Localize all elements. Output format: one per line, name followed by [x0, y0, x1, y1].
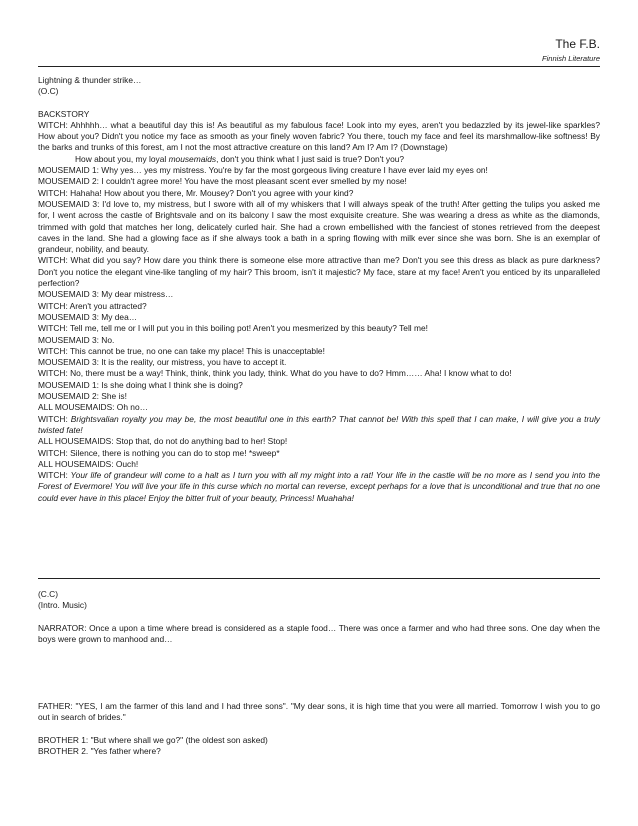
section-rule [38, 578, 600, 579]
dialogue-line: MOUSEMAID 2: She is! [38, 391, 127, 402]
dialogue-line: MOUSEMAID 3: My dea… [38, 311, 138, 322]
stage-direction: Lightning & thunder strike… [38, 75, 142, 85]
dialogue-line: How about you, my loyal mousemaids, don't you think what I just said is true? Don't you? [75, 153, 405, 164]
header-subtitle: Finnish Literature [542, 54, 600, 63]
dialogue-line: WITCH: Hahaha! How about you there, Mr. Mousey? Don't you agree with your kind? [38, 187, 354, 198]
dialogue-line: WITCH: Tell me, tell me or I will put you in this boiling pot! Aren't you mesmerized by this beauty? Tell me! [38, 323, 428, 334]
header-rule [38, 66, 600, 67]
dialogue-line: MOUSEMAID 3: It is the reality, our mistress, you have to accept it. [38, 357, 287, 368]
dialogue-line: NARRATOR: Once a upon a time where bread is considered as a staple food… There was once a farmer and who had three sons. One day when the boys were grown to manhood and… [38, 622, 600, 644]
dialogue-line: FATHER: "YES, I am the farmer of this land and I had three sons". "My dear sons, it is high time that you were all married. Tomorrow I wish you to go out in search of brides." [38, 701, 600, 723]
header-title: The F.B. [555, 37, 600, 51]
dialogue-line: ALL HOUSEMAIDS: Stop that, do not do anything bad to her! Stop! [38, 436, 288, 447]
dialogue-line: WITCH: Silence, there is nothing you can do to stop me! *sweep* [38, 447, 280, 458]
stage-direction: (C.C) [38, 589, 59, 599]
dialogue-line: WITCH: Your life of grandeur will come to a halt as I turn you with all my might into a rat! Your life in the castle will be no more as I send you into the Forest of Evermore! You will live your life in this curse which no mortal can reverse, except perhaps for a love that is unconditional and true that no one could ever have in this place! Enjoy the bitter fruit of your beauty, Princess! Muahaha! [38, 470, 600, 503]
script-backstory [38, 75, 600, 504]
dialogue-line: MOUSEMAID 3: My dear mistress… [38, 289, 174, 300]
dialogue-line: MOUSEMAID 1: Why yes… yes my mistress. You're by far the most gorgeous living creature I have ever laid my eyes on! [38, 165, 488, 176]
dialogue-line: WITCH: No, there must be a way! Think, think, think you lady, think. What do you have to do? Hmm…… Aha! I know what to do! [38, 368, 512, 379]
section-heading: BACKSTORY [38, 108, 90, 119]
dialogue-line: WITCH: This cannot be true, no one can take my place! This is unacceptable! [38, 345, 325, 356]
dialogue-line: WITCH: Ahhhhh… what a beautiful day this is! As beautiful as my fabulous face! Look into my eyes, aren't you bedazzled by its jewel-like sparkles? How about you? Didn't you notice my face as smooth as your finely woven fabric? You there, touch my face and feel its marshmallow-like softness! By the barks and trunks of this forest, am I not the most attractive creature on this land? Am I? Am I? (Downstage) [38, 119, 600, 153]
page-header [542, 37, 600, 64]
dialogue-line: WITCH: What did you say? How dare you think there is someone else more attractive than me? Don't you see this dress as black as pure darkness? Don't you notice the elegant vine-like tangling of my hair? This broom, isn't it majestic? My face, stare at my face! Aren't you enticed by its unparalleled perfection? [38, 255, 600, 289]
dialogue-line: ALL MOUSEMAIDS: Oh no… [38, 402, 148, 413]
dialogue-line: BROTHER 2. "Yes father where? [38, 746, 161, 757]
script-intro [38, 589, 600, 757]
dialogue-line: WITCH: Brightsvalian royalty you may be, the most beautiful one in this earth? That cannot be! With this spell that I can make, I will give you a truly twisted fate! [38, 413, 600, 435]
dialogue-line: MOUSEMAID 3: I'd love to, my mistress, but I swore with all of my whiskers that I will always speak of the truth! After getting the tulips you asked me for, I went across the castle of Brightsvale and on its balcony I saw the most exquisite creature. She was wearing a dress as white as the diamonds, trimmed with gold that matches her long, delicately curled hair. She had a crown embellished with the fanciest of stones retrieved from the deepest caves in the land. She had a glowing face as if she always took a bath in a spring flowing with milk ever since she was born. She is an exemplar of grandeur, nobility, and beauty. [38, 198, 600, 255]
dialogue-line: MOUSEMAID 2: I couldn't agree more! You have the most pleasant scent ever smelled by my nose! [38, 176, 407, 187]
stage-direction: (Intro. Music) [38, 600, 87, 611]
stage-direction: (O.C) [38, 86, 59, 97]
dialogue-line: MOUSEMAID 3: No. [38, 334, 115, 345]
dialogue-line: BROTHER 1: "But where shall we go?" (the oldest son asked) [38, 734, 268, 745]
dialogue-line: MOUSEMAID 1: Is she doing what I think she is doing? [38, 379, 243, 390]
dialogue-line: ALL HOUSEMAIDS: Ouch! [38, 458, 139, 469]
dialogue-line: WITCH: Aren't you attracted? [38, 300, 147, 311]
